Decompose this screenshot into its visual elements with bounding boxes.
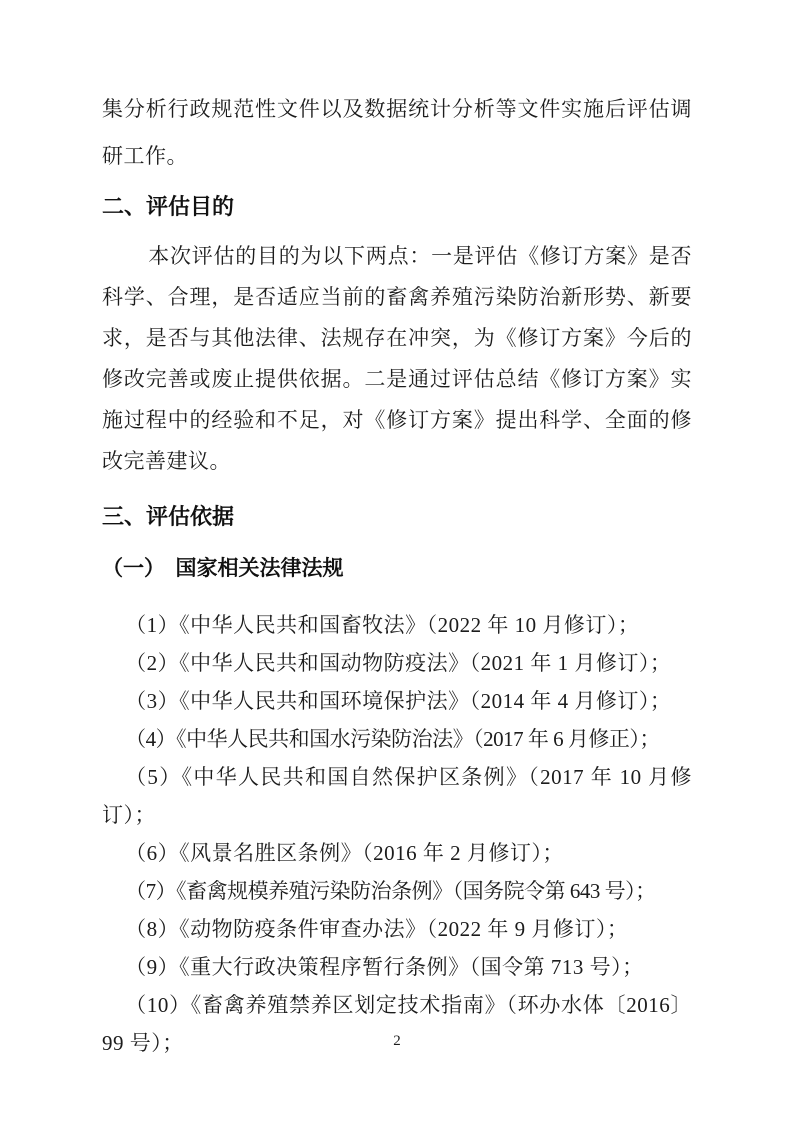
page-number: 2	[393, 1033, 401, 1049]
evaluation-purpose-paragraph: 本次评估的目的为以下两点：一是评估《修订方案》是否科学、合理，是否适应当前的畜禽养殖污染防治新形势、新要求，是否与其他法律、法规存在冲突，为《修订方案》今后的修改完善或废止提供依据。二是通过评估总结《修订方案》实施过程中的经验和不足，对《修订方案》提出科学、全面的修改完善建议。	[102, 244, 692, 473]
law-list	[102, 606, 692, 1062]
subsection-heading-national-laws: （一） 国家相关法律法规	[102, 557, 344, 580]
law-item-1: （1）《中华人民共和国畜牧法》（2022 年 10 月修订）；	[125, 613, 640, 637]
law-item-6: （6）《风景名胜区条例》（2016 年 2 月修订）；	[125, 841, 564, 865]
law-item-7: （7）《畜禽规模养殖污染防治条例》（国务院令第 643 号）；	[125, 879, 656, 903]
section-heading-evaluation-purpose: 二、评估目的	[102, 194, 235, 219]
law-item-8: （8）《动物防疫条件审查办法》（2022 年 9 月修订）；	[125, 917, 629, 941]
continuation-paragraph: 集分析行政规范性文件以及数据统计分析等文件实施后评估调研工作。	[102, 97, 692, 168]
law-item-5: （5）《中华人民共和国自然保护区条例》（2017 年 10 月修订）；	[102, 765, 692, 827]
law-item-2: （2）《中华人民共和国动物防疫法》（2021 年 1 月修订）；	[125, 651, 672, 675]
law-item-10: （10）《畜禽养殖禁养区划定技术指南》（环办水体〔2016〕99 号）；	[102, 993, 692, 1055]
section-heading-evaluation-basis: 三、评估依据	[102, 504, 235, 529]
law-item-3: （3）《中华人民共和国环境保护法》（2014 年 4 月修订）；	[125, 689, 672, 713]
law-item-9: （9）《重大行政决策程序暂行条例》（国令第 713 号）；	[125, 955, 644, 979]
law-item-4: （4）《中华人民共和国水污染防治法》（2017 年 6 月修正）；	[125, 727, 660, 751]
